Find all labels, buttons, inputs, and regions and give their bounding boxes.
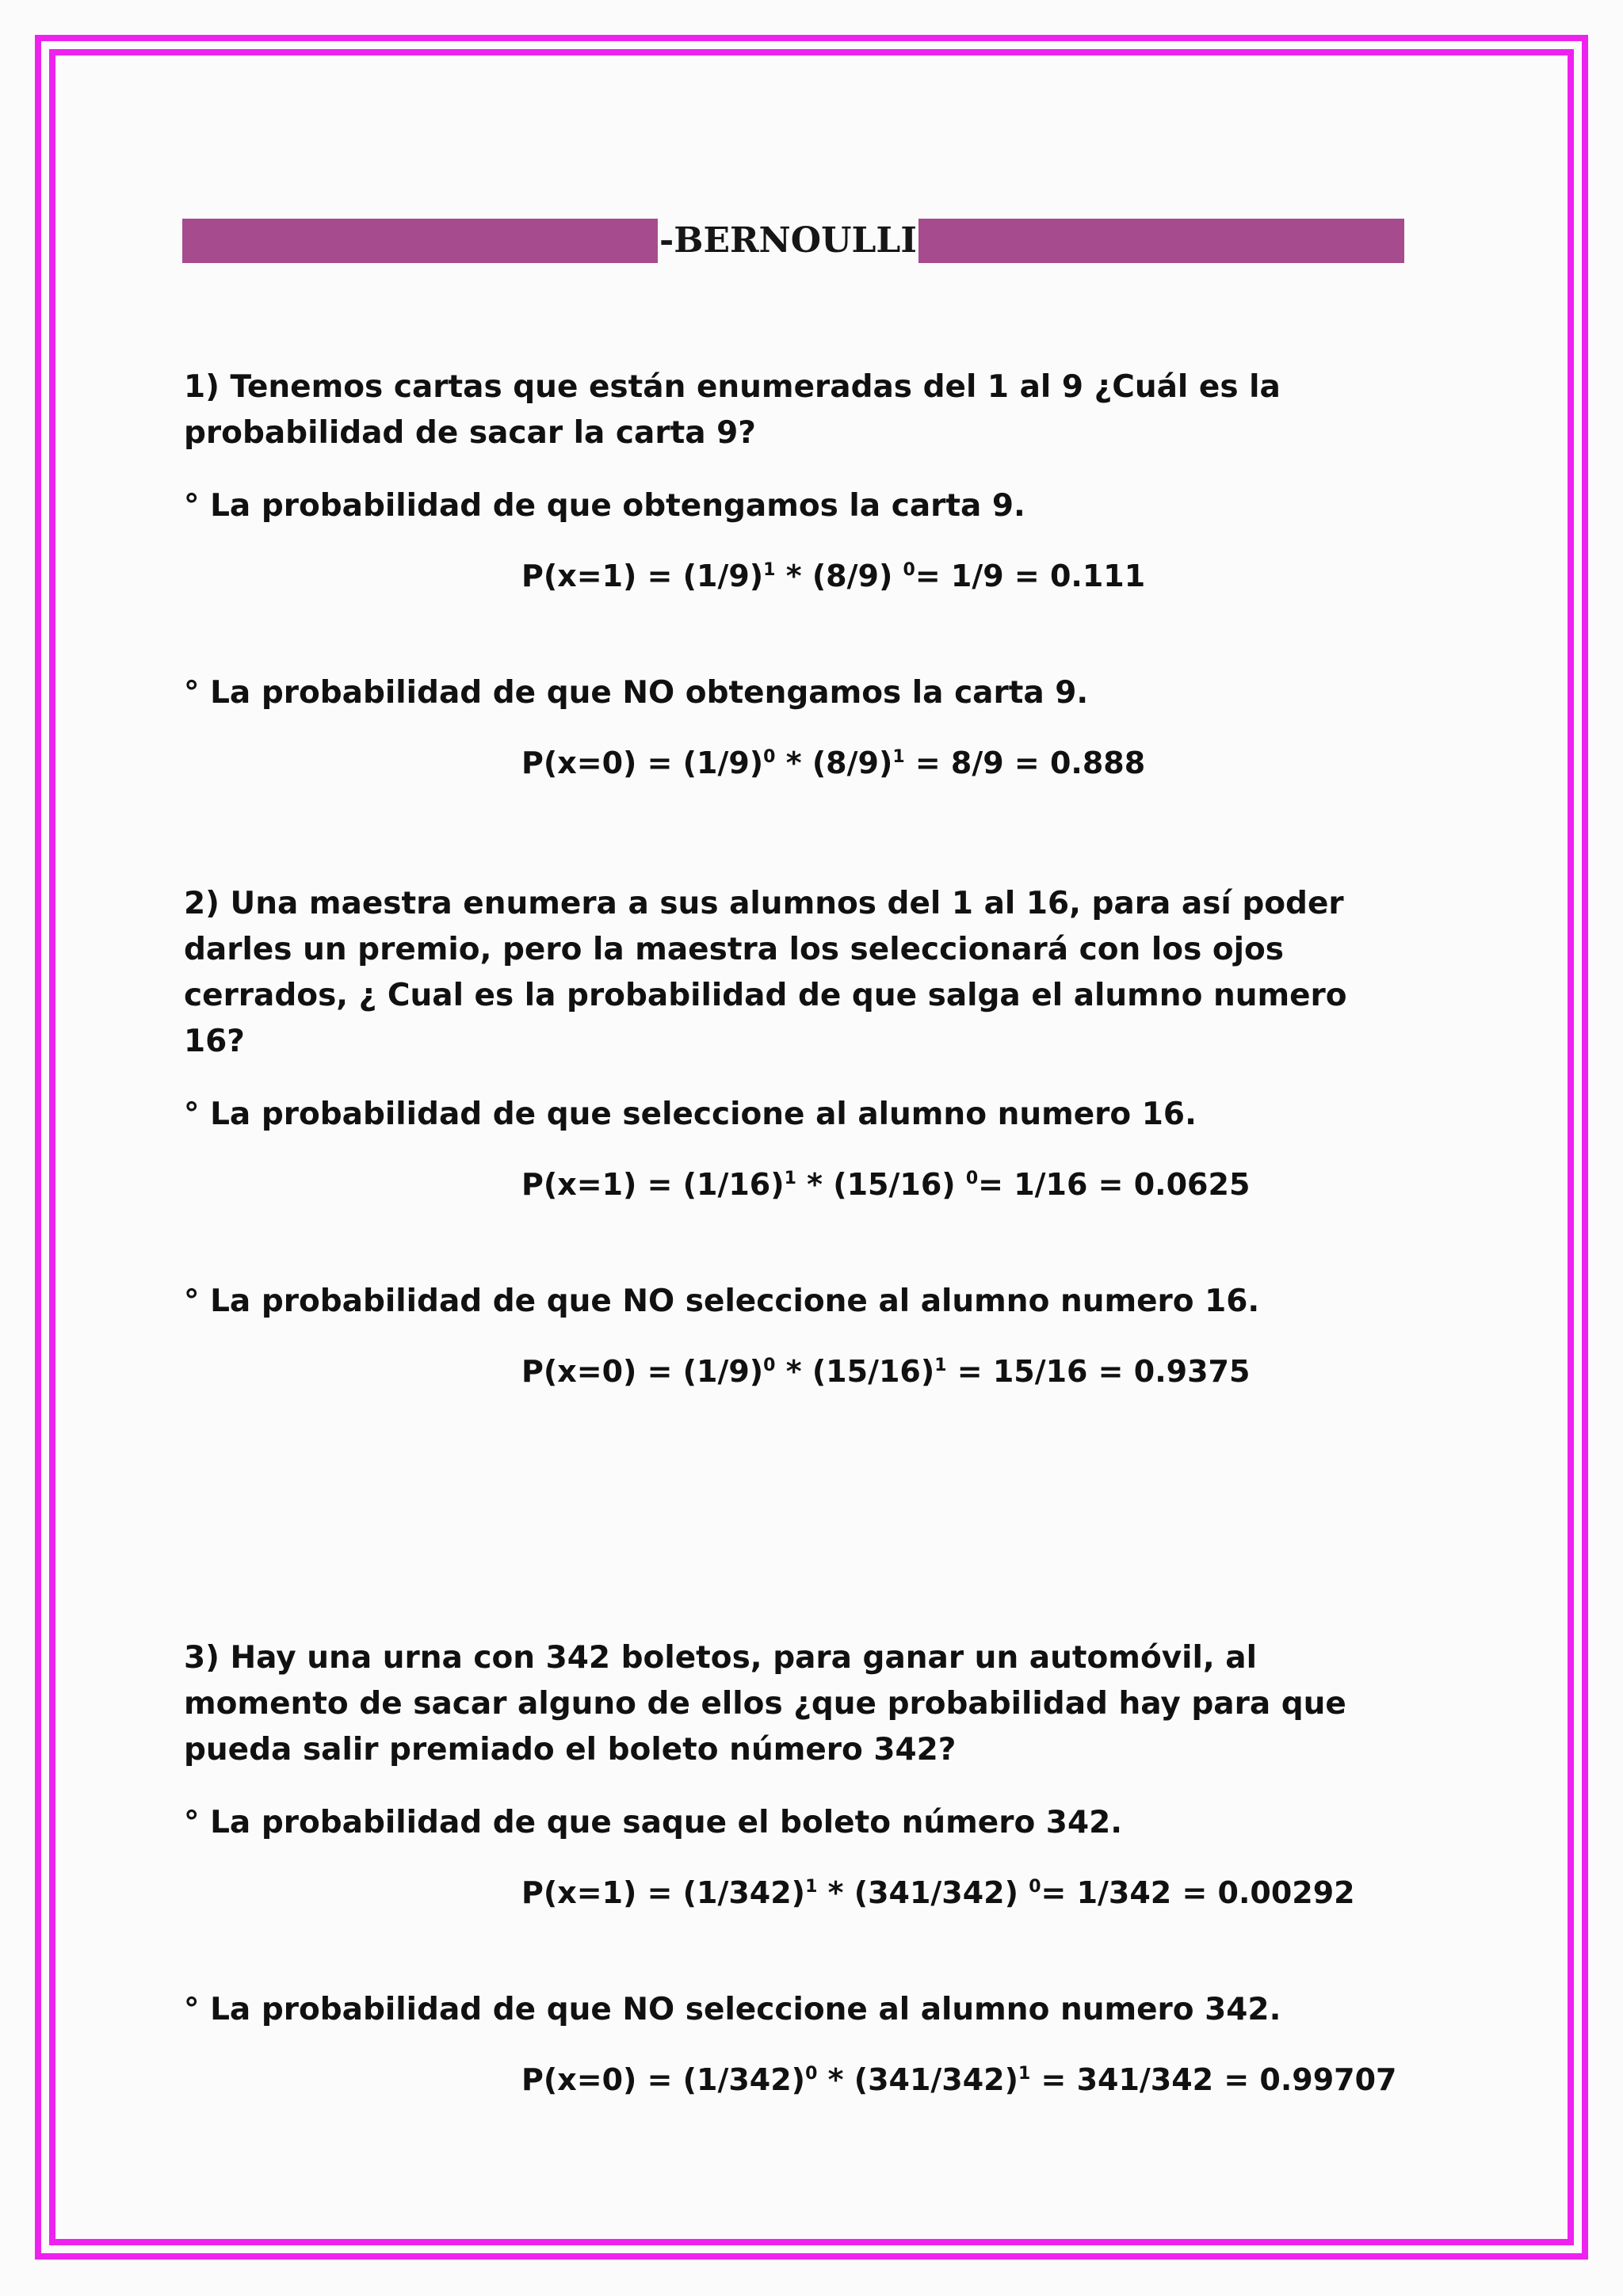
problem-1-case-success: ° La probabilidad de que obtengamos la carta 9. [184,488,1025,524]
problem-3-formula-success: $P(x=1) = (1/342)^1 * (341/342)$ $^0$= 1/342 = 0.00292 [521,1875,1355,1910]
problem-3-question: 3) Hay una urna con 342 boletos, para ganar un automóvil, al momento de sacar alguno de ellos ¿que probabilidad hay para que pueda salir premiado el boleto número 342? [184,1640,1346,1768]
problem-2-question: 2) Una maestra enumera a sus alumnos del 1 al 16, para así poder darles un premio, pero la maestra los seleccionará con los ojos cerrados, ¿ Cual es la probabilidad de que salga el alumno numero 16? [184,886,1347,1059]
problem-3-case-success: ° La probabilidad de que saque el boleto número 342. [184,1805,1123,1840]
problem-1-formula-failure: $P(x=0) = (1/9)^0 * (8/9)^1 = 8/9 = 0.888$ [521,746,1146,780]
problem-2-formula-success: $P(x=1) = (1/16)^1 * (15/16)$ $^0$= 1/16 = 0.0625 [521,1167,1251,1202]
page-title: -BERNOULLI [659,220,917,261]
problem-2-formula-failure: $P(x=0) = (1/9)^0 * (15/16)^1 = 15/16 = 0.9375$ [521,1354,1251,1389]
document-body [184,364,1404,2103]
title-band-left [182,219,658,263]
problem-2-case-success: ° La probabilidad de que seleccione al alumno numero 16. [184,1097,1197,1132]
problem-1-case-failure: ° La probabilidad de que NO obtengamos la carta 9. [184,675,1089,711]
problem-1-question: 1) Tenemos cartas que están enumeradas del 1 al 9 ¿Cuál es la probabilidad de sacar la carta 9? [184,369,1281,451]
problem-3-formula-failure: $P(x=0) = (1/342)^0 * (341/342)^1 = 341/342 = 0.99707$ [521,2062,1397,2097]
title-banner [182,219,1404,263]
problem-1-formula-success: $P(x=1) = (1/9)^1 * (8/9)$ $^0$= 1/9 = 0.111 [521,559,1146,593]
title-band-right [918,219,1404,263]
problem-2-case-failure: ° La probabilidad de que NO seleccione al alumno numero 16. [184,1283,1260,1319]
problem-3-case-failure: ° La probabilidad de que NO seleccione al alumno numero 342. [184,1992,1281,2027]
